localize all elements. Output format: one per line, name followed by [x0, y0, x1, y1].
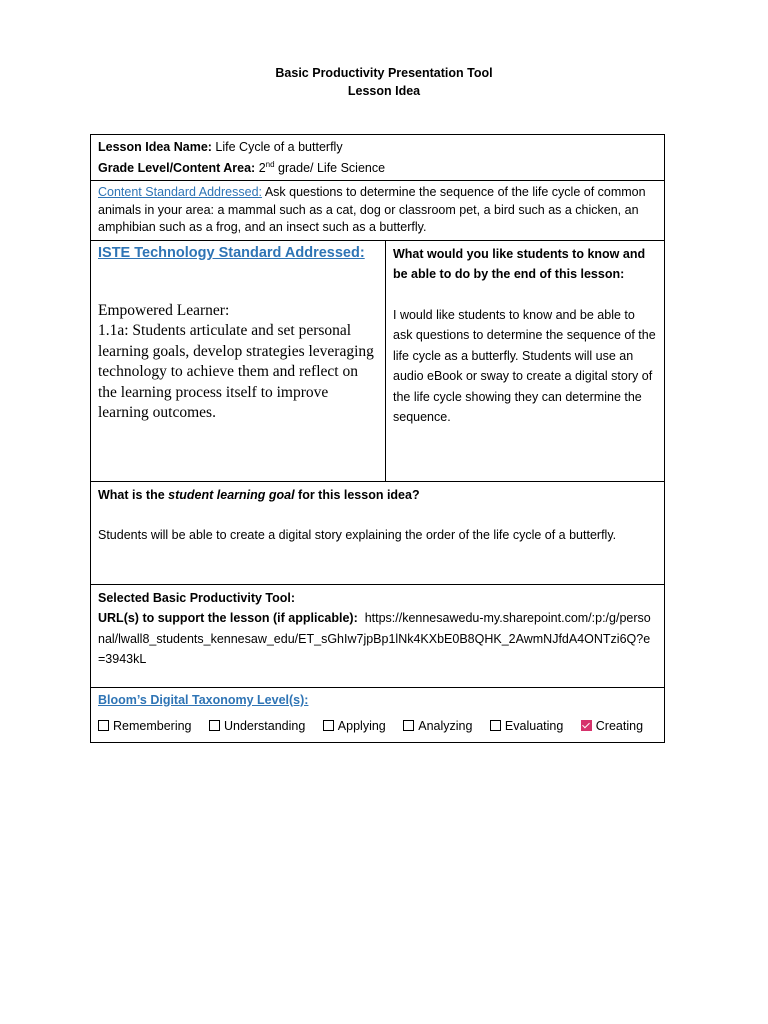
- content-standard-text: Ask questions to determine the sequence of the life cycle of common animals in your area: a mammal such as a cat, dog or classroom pet, a bird such as a chicken, an amphibian such as a frog, and an insect such as a butterfly.: [98, 185, 646, 235]
- url-line: [98, 608, 657, 670]
- bloom-level-label: Understanding: [224, 718, 306, 733]
- bloom-taxonomy-label: Bloom’s Digital Taxonomy Level(s):: [98, 692, 309, 707]
- selected-tool-label: Selected Basic Productivity Tool:: [98, 590, 296, 605]
- checkbox-icon[interactable]: [323, 720, 334, 731]
- learning-goal-label-pre: What is the: [98, 487, 169, 502]
- lesson-name-value: Life Cycle of a butterfly: [215, 140, 343, 154]
- checkbox-icon[interactable]: [98, 720, 109, 731]
- checkbox-icon[interactable]: [403, 720, 414, 731]
- bloom-level-label: Applying: [337, 718, 386, 733]
- bloom-level-label: Evaluating: [504, 718, 564, 733]
- learning-goal-question: [98, 485, 657, 506]
- bloom-level-analyzing[interactable]: [403, 719, 472, 733]
- learning-goal-row: [91, 481, 665, 584]
- standards-row: [91, 240, 665, 481]
- grade-number: 2: [258, 161, 266, 176]
- learning-goal-label-em: student learning goal: [168, 487, 295, 502]
- learning-goal-cell: [91, 481, 665, 584]
- document-subtitle: Lesson Idea: [347, 84, 421, 98]
- checked-checkbox-icon[interactable]: [581, 720, 592, 731]
- grade-content-area: grade/ Life Science: [278, 161, 386, 176]
- bloom-level-label: Analyzing: [418, 718, 473, 733]
- bloom-levels: [98, 719, 657, 733]
- bloom-level-label: Creating: [595, 718, 644, 733]
- know-question: What would you like students to know and be able to do by the end of this lesson:: [393, 246, 646, 282]
- bloom-level-understanding[interactable]: [209, 719, 305, 733]
- learning-goal-label-post: for this lesson idea?: [294, 487, 420, 502]
- learning-goal-text: Students will be able to create a digital story explaining the order of the life cycle of a butterfly.: [98, 528, 617, 543]
- iste-standard-text: 1.1a: Students articulate and set personal learning goals, develop strategies leveraging technology to achieve them and reflect on the learning process itself to improve learning outcomes.: [98, 322, 374, 422]
- bloom-cell: [91, 687, 665, 742]
- know-answer: I would like students to know and be able to ask questions to determine the sequence of the life cycle as a butterfly. Students will use an audio eBook or sway to create a digital story of the life cycle showing they can determine the sequence.: [393, 307, 656, 425]
- tool-cell: [91, 584, 665, 687]
- bloom-row: [91, 687, 665, 742]
- content-standard-row: [91, 181, 665, 241]
- know-cell: [386, 240, 665, 481]
- document-header: [0, 64, 768, 100]
- lesson-info-row: [91, 135, 665, 181]
- document-title: Basic Productivity Presentation Tool: [275, 66, 493, 80]
- grade-level-line: [98, 156, 657, 177]
- iste-standard-body: [98, 301, 378, 424]
- lesson-table: [90, 134, 665, 743]
- iste-standard-heading: Empowered Learner:: [98, 301, 230, 319]
- grade-suffix: nd: [265, 160, 275, 169]
- lesson-name-line: [98, 138, 657, 156]
- bloom-level-remembering[interactable]: [98, 719, 192, 733]
- lesson-url-link[interactable]: https://kennesawedu-my.sharepoint.com/:p:/g/personal/lwall8_students_kennesaw_edu/ET_sGhIw7jpBp1lNk4KXbE0B8QHK_2AwmNJfdA4ONTzi6Q?e=3943kL: [98, 611, 651, 667]
- bloom-level-creating[interactable]: [581, 719, 643, 733]
- bloom-level-applying[interactable]: [323, 719, 386, 733]
- tool-row: [91, 584, 665, 687]
- grade-level-label: Grade Level/Content Area:: [98, 161, 256, 176]
- checkbox-icon[interactable]: [209, 720, 220, 731]
- iste-standard-label: ISTE Technology Standard Addressed:: [98, 244, 365, 261]
- iste-cell: [91, 240, 386, 481]
- lesson-name-label: Lesson Idea Name:: [98, 140, 212, 154]
- content-standard-cell: [91, 181, 665, 241]
- bloom-level-evaluating[interactable]: [490, 719, 563, 733]
- url-label: URL(s) to support the lesson (if applicable):: [98, 611, 358, 626]
- lesson-info-cell: [91, 135, 665, 181]
- checkbox-icon[interactable]: [490, 720, 501, 731]
- bloom-level-label: Remembering: [113, 718, 192, 733]
- content-standard-label: Content Standard Addressed:: [98, 185, 263, 200]
